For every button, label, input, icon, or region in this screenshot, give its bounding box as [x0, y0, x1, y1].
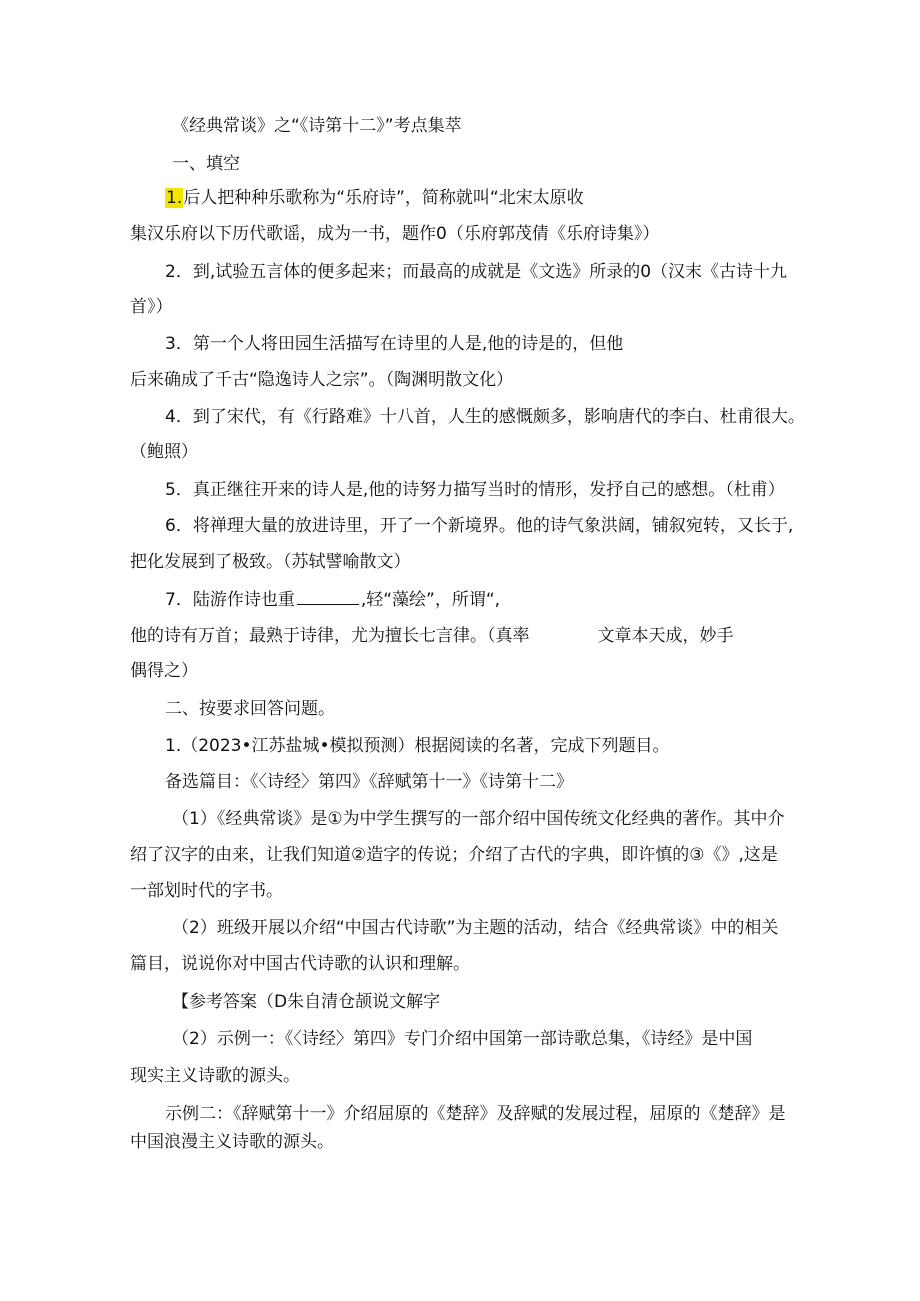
q5-line-1: 5．真正继往开来的诗人是,他的诗努力描写当时的情形，发抒自己的感想。（杜甫） — [165, 480, 785, 500]
s2-sub2-line-2: 篇目，说说你对中国古代诗歌的认识和理解。 — [130, 954, 470, 974]
q1-line-1 — [165, 186, 584, 210]
q7-text-2b: 文章本天成，妙手 — [597, 626, 734, 646]
q7-line-3: 偶得之） — [130, 661, 198, 681]
section-heading-fill-blank: 一、填空 — [172, 154, 240, 174]
q6-line-2: 把化发展到了极致。（苏轼譬喻散文） — [130, 552, 411, 572]
q1-line-2: 集汉乐府以下历代歌谣，成为一书，题作0（乐府郭茂倩《乐府诗集》） — [130, 224, 660, 244]
q6-line-1: 6．将禅理大量的放进诗里，开了一个新境界。他的诗气象洪阔，铺叙宛转，又长于, — [165, 516, 794, 536]
q4-line-2: （鲍照） — [130, 442, 198, 462]
s2-q1-intro: 1.（2023•江苏盐城•模拟预测）根据阅读的名著，完成下列题目。 — [165, 736, 670, 756]
q3-line-2: 后来确成了千古“隐逸诗人之宗”。（陶渊明散文化） — [130, 370, 514, 390]
doc-title: 《经典常谈》之“《诗第十二》”考点集萃 — [172, 116, 462, 136]
q7-text-1b: ,轻“藻绘”，所谓“, — [360, 590, 501, 610]
q4-line-1: 4．到了宋代，有《行路难》十八首，人生的感慨颇多，影响唐代的李白、杜甫很大。 — [165, 407, 805, 427]
answer-ex2-line-2: 中国浪漫主义诗歌的源头。 — [130, 1132, 334, 1152]
q7-line-1 — [165, 588, 500, 612]
q7-text-1a: 7．陆游作诗也重 — [165, 590, 295, 610]
q1-text-1: 后人把种种乐歌称为“乐府诗”，简称就叫“北宋太原收 — [183, 188, 584, 208]
section-heading-answer: 二、按要求回答问题。 — [165, 699, 335, 719]
q2-line-1: 2．到,试验五言体的便多起来；而最高的成就是《文选》所录的0（汉末《古诗十九 — [165, 262, 788, 282]
answer-ex1-line-1: （2）示例一：《〈诗经〉第四》专门介绍中国第一部诗歌总集，《诗经》是中国 — [172, 1029, 753, 1049]
s2-sub2-line-1: （2）班级开展以介绍“中国古代诗歌”为主题的活动，结合《经典常谈》中的相关 — [172, 918, 779, 938]
s2-options: 备选篇目：《〈诗经〉第四》《辞赋第十一》《诗第十二》 — [165, 772, 573, 792]
q3-line-1: 3．第一个人将田园生活描写在诗里的人是,他的诗是的，但他 — [165, 334, 624, 354]
answer-ex2-line-1: 示例二：《辞赋第十一》介绍屈原的《楚辞》及辞赋的发展过程，屈原的《楚辞》是 — [165, 1104, 786, 1124]
q7-line-2 — [130, 624, 734, 648]
answer-label: 【参考答案（D朱自清仓颉说文解字 — [172, 992, 441, 1012]
q7-blank — [297, 588, 359, 605]
q2-line-2: 首》） — [130, 297, 173, 317]
s2-sub1-line-2: 绍了汉字的由来，让我们知道②造字的传说；介绍了古代的字典，即许慎的③《》,这是 — [130, 845, 778, 865]
q7-text-2a: 他的诗有万首；最熟于诗律，尤为擅长七言律。（真率 — [130, 626, 530, 646]
answer-ex1-line-2: 现实主义诗歌的源头。 — [130, 1066, 300, 1086]
s2-sub1-line-1: （1）《经典常谈》是①为中学生撰写的一部介绍中国传统文化经典的著作。其中介 — [172, 809, 785, 829]
highlighted-number: 1. — [166, 188, 183, 208]
s2-sub1-line-3: 一部划时代的字书。 — [130, 881, 283, 901]
